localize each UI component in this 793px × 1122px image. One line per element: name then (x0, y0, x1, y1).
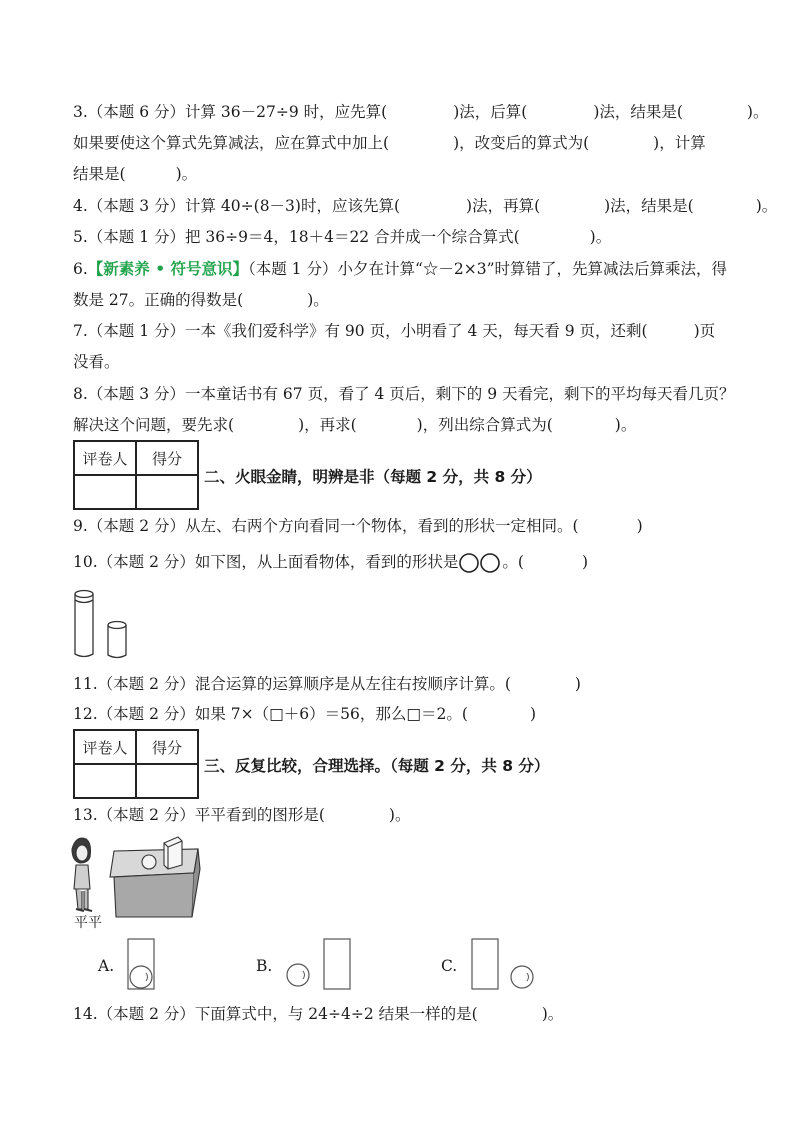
q3-text: 如果要使这个算式先算减法，应在算式中加上( (73, 134, 390, 152)
q8-text: )，再求( (298, 416, 357, 434)
q5-text: 5.（本题 1 分）把 36÷9＝4，18＋4＝22 合并成一个综合算式( (73, 228, 520, 246)
q3-text: 结果是( (73, 165, 126, 183)
question-8-line-1 (73, 384, 735, 404)
q11-text: ) (574, 675, 581, 693)
q9-text: ) (636, 517, 643, 535)
question-9 (73, 516, 643, 536)
question-13 (73, 805, 410, 825)
q13-text: 13.（本题 2 分）平平看到的图形是( (73, 806, 325, 824)
q9-text: 9.（本题 2 分）从左、右两个方向看同一个物体，看到的形状一定相同。( (73, 517, 579, 535)
question-3-line-2 (73, 133, 706, 153)
q14-text: )。 (541, 1005, 564, 1023)
two-circles-icon (458, 553, 502, 573)
q3-text: )，计算 (653, 134, 706, 152)
question-7-line-1 (73, 321, 715, 341)
grader-label: 评卷人 (74, 441, 136, 475)
score-box-section-2 (73, 440, 199, 510)
q5-text: )。 (589, 228, 612, 246)
q7-text: 7.（本题 1 分）一本《我们爱科学》有 90 页，小明看了 4 天，每天看 9 页，还剩( (73, 322, 648, 340)
q7-text: 没看。 (73, 353, 120, 371)
question-6-line-2 (73, 290, 329, 310)
option-b-label[interactable]: B. (256, 957, 273, 975)
question-7-line-2 (73, 352, 120, 372)
q3-text: 3.（本题 6 分）计算 36－27÷9 时，应先算( (73, 103, 388, 121)
score-field[interactable] (136, 764, 198, 798)
question-12 (73, 704, 536, 724)
q8-text: )，列出综合算式为( (416, 416, 553, 434)
section-2-title: 二、火眼金睛，明辨是非（每题 2 分，共 8 分） (204, 468, 542, 486)
q12-text: ) (529, 705, 536, 723)
question-5 (73, 227, 611, 247)
q3-text: )法，结果是( (593, 103, 683, 121)
pingping-label: 平平 (74, 912, 110, 932)
question-3-line-3 (73, 164, 197, 184)
question-4 (73, 196, 777, 216)
q4-text: )。 (755, 197, 778, 215)
q6-text: （本题 1 分）小夕在计算“☆－2×3”时算错了，先算减法后算乘法，得 (248, 260, 728, 278)
q13-text: )。 (388, 806, 411, 824)
option-a-label[interactable]: A. (98, 957, 115, 975)
q10-text: ) (581, 553, 588, 571)
q4-text: 4.（本题 3 分）计算 40÷(8－3)时，应该先算( (73, 197, 401, 215)
q6-number: 6. (73, 260, 88, 278)
q8-text: 8.（本题 3 分）一本童话书有 67 页，看了 4 页后，剩下的 9 天看完，剩下的平均每天看几页？ (73, 385, 735, 403)
q12-text: 12.（本题 2 分）如果 7×（□＋6）＝56，那么□＝2。( (73, 705, 468, 723)
cylinders-figure (70, 588, 140, 660)
score-label: 得分 (136, 441, 198, 475)
option-a-figure[interactable] (126, 937, 156, 991)
q3-text: )，改变后的算式为( (453, 134, 590, 152)
q3-text: )。 (746, 103, 769, 121)
question-10 (73, 552, 588, 573)
q14-text: 14.（本题 2 分）下面算式中，与 24÷4÷2 结果一样的是( (73, 1005, 478, 1023)
q6-text: )。 (307, 291, 329, 309)
q10-text: 。( (502, 553, 524, 571)
q4-text: )法，结果是( (604, 197, 694, 215)
question-8-line-2 (73, 415, 636, 435)
option-c-label[interactable]: C. (441, 957, 458, 975)
grader-field[interactable] (74, 764, 136, 798)
question-3-line-1 (73, 102, 768, 122)
score-box-section-3 (73, 729, 199, 799)
score-field[interactable] (136, 475, 198, 509)
q7-text: )页 (693, 322, 716, 340)
grader-label: 评卷人 (74, 730, 136, 764)
grader-field[interactable] (74, 475, 136, 509)
q8-text: 解决这个问题，要先求( (73, 416, 235, 434)
q3-text: )。 (175, 165, 198, 183)
section-3-title: 三、反复比较，合理选择。（每题 2 分，共 8 分） (204, 757, 550, 775)
question-14 (73, 1004, 563, 1024)
question-11 (73, 674, 581, 694)
score-label: 得分 (136, 730, 198, 764)
q11-text: 11.（本题 2 分）混合运算的运算顺序是从左往右按顺序计算。( (73, 675, 511, 693)
q6-text: 数是 27。正确的得数是( (73, 291, 244, 309)
q10-text: 10.（本题 2 分）如下图，从上面看物体，看到的形状是 (73, 553, 459, 571)
option-c-figure[interactable] (470, 937, 540, 991)
q8-text: )。 (614, 416, 637, 434)
option-b-figure[interactable] (284, 937, 354, 991)
q3-text: )法，后算( (453, 103, 528, 121)
literacy-tag: 【新素养 • 符号意识】 (87, 260, 248, 278)
question-6-line-1 (73, 259, 727, 279)
q4-text: )法，再算( (466, 197, 541, 215)
